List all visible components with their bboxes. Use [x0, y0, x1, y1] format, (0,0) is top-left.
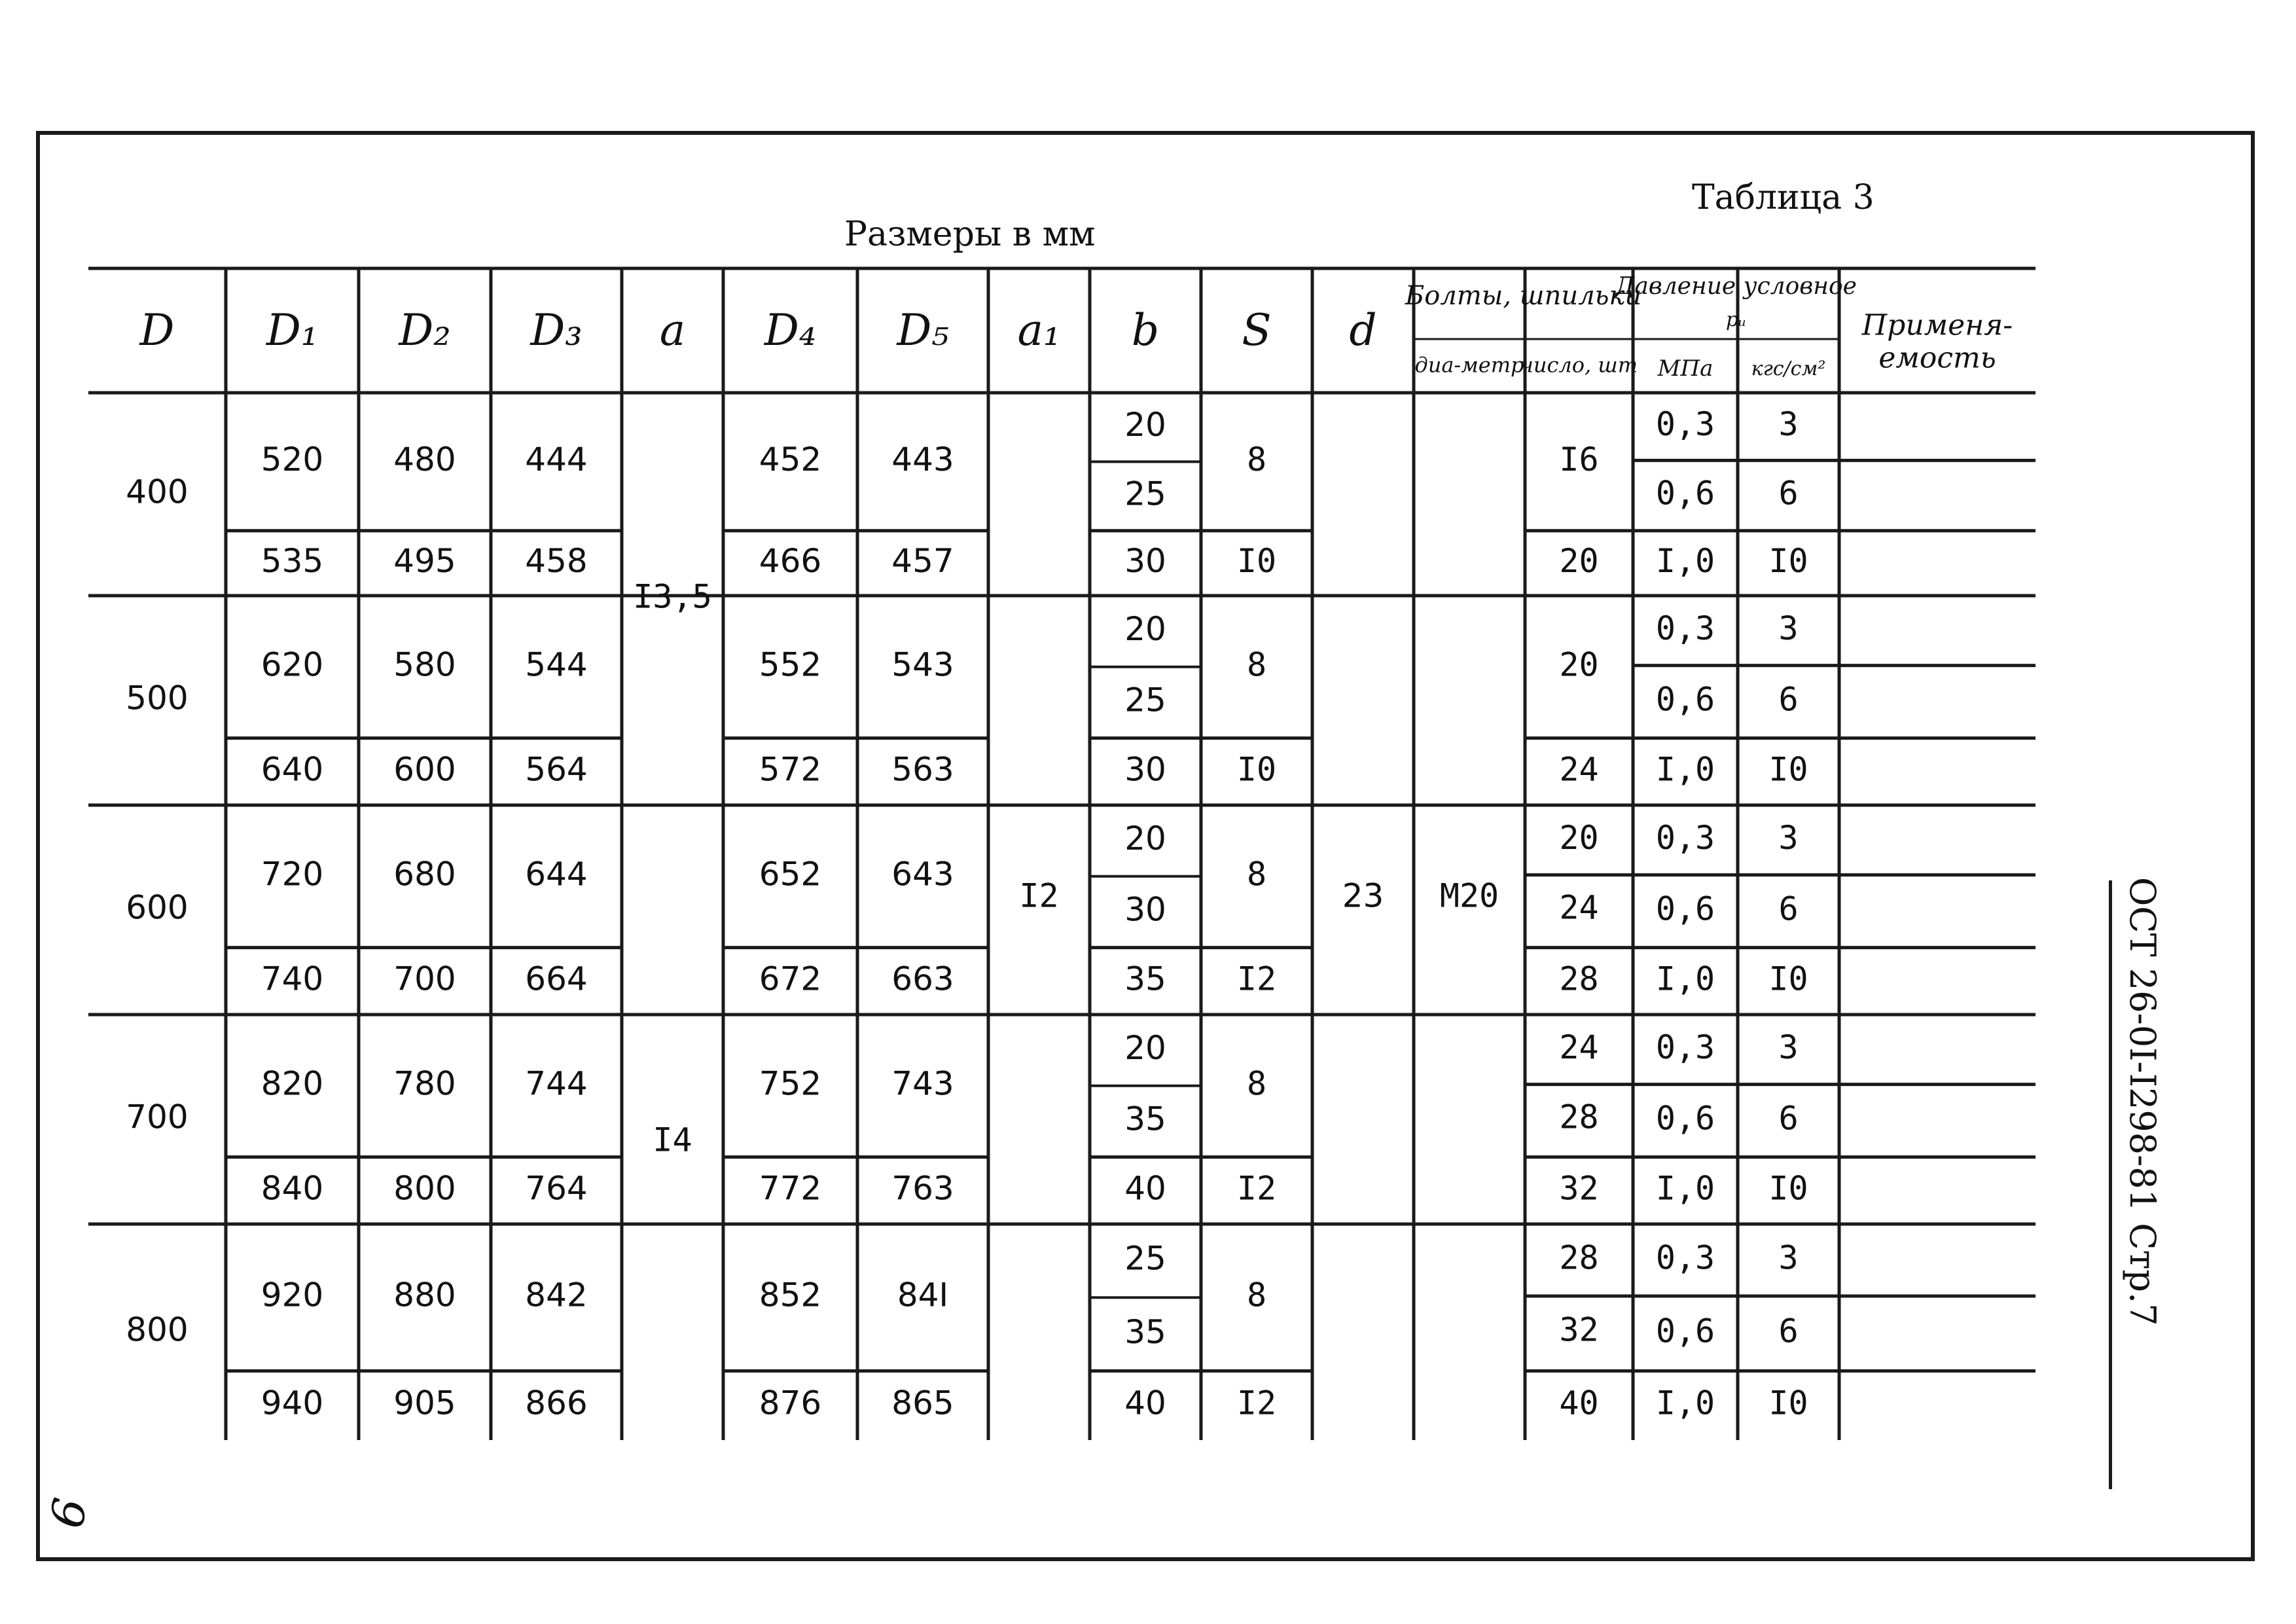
cell-d5: 763: [891, 1169, 954, 1208]
cell-pressure-mpa: 0,6: [1655, 680, 1715, 719]
cell-b: 20: [1124, 609, 1166, 648]
cell-b: 20: [1124, 1028, 1166, 1067]
cell-pressure-kgf: 6: [1778, 1312, 1799, 1350]
cell-s: I2: [1236, 960, 1277, 998]
cell-pressure-mpa: 0,6: [1655, 474, 1715, 513]
cell-d: 600: [126, 888, 188, 927]
header-d2: D₂: [399, 305, 451, 355]
cell-d1: 820: [260, 1064, 324, 1103]
cell-b: 35: [1124, 1312, 1166, 1351]
cell-b: 35: [1124, 960, 1166, 998]
header-bolts-count: число, шт: [1520, 352, 1638, 378]
cell-d: 700: [126, 1098, 188, 1136]
cell-pressure-kgf: I0: [1768, 960, 1808, 998]
cell-d4: 852: [759, 1276, 822, 1314]
header-s: S: [1242, 305, 1272, 355]
header-pressure-mpa: МПа: [1657, 355, 1713, 382]
cell-s: I2: [1236, 1384, 1277, 1422]
table-label: Таблица 3: [1692, 178, 1874, 217]
cell-d4: 772: [759, 1169, 822, 1208]
cell-d3: 564: [525, 750, 588, 789]
cell-d1: 520: [260, 440, 324, 478]
side-stamp-rule: [2109, 880, 2112, 1489]
cell-d3: 644: [525, 855, 588, 893]
header-pressure: Давление условное: [1615, 273, 1857, 300]
cell-d: 500: [126, 679, 188, 717]
cell-b: 25: [1124, 681, 1166, 719]
cell-d1: 640: [260, 750, 324, 789]
cell-d1: 535: [260, 541, 324, 580]
cell-pressure-kgf: I0: [1768, 1169, 1808, 1208]
cell-d4: 672: [759, 960, 822, 998]
cell-s: 8: [1246, 440, 1267, 478]
cell-pressure-kgf: 3: [1778, 818, 1799, 857]
cell-pressure-mpa: I,0: [1655, 750, 1715, 789]
header-a1: a₁: [1017, 305, 1061, 355]
cell-pressure-kgf: 3: [1778, 1028, 1799, 1066]
cell-d2: 880: [393, 1276, 456, 1314]
cell-b: 25: [1124, 1239, 1166, 1278]
cell-bolt-count: 28: [1559, 1098, 1599, 1136]
header-d: D: [139, 305, 175, 355]
header-d5: D₅: [897, 305, 949, 355]
cell-pressure-mpa: 0,6: [1655, 1312, 1715, 1350]
cell-d5: 663: [891, 960, 954, 998]
cell-pressure-kgf: 6: [1778, 1099, 1799, 1138]
cell-pressure-mpa: 0,6: [1655, 890, 1715, 928]
cell-b: 40: [1124, 1384, 1166, 1422]
header-d1: D₁: [266, 305, 319, 355]
header-pressure-symbol: pᵤ: [1725, 308, 1747, 331]
cell-pressure-mpa: 0,3: [1655, 1028, 1715, 1066]
cell-d4: 572: [759, 750, 822, 789]
header-applicability-2: емость: [1878, 341, 1996, 375]
cell-s: I0: [1236, 750, 1277, 789]
cell-s: I0: [1236, 541, 1277, 580]
cell-bolt-count: 28: [1559, 960, 1599, 998]
cell-d: 800: [126, 1310, 188, 1349]
cell-pressure-kgf: 6: [1778, 680, 1799, 719]
cell-d3: 744: [525, 1064, 588, 1103]
cell-d1: 920: [260, 1276, 324, 1314]
header-bolts-diameter: диа-метр: [1414, 352, 1524, 378]
cell-pressure-kgf: 3: [1778, 1238, 1799, 1277]
cell-d5: 563: [891, 750, 954, 789]
cell-s: I2: [1236, 1169, 1277, 1208]
cell-pressure-kgf: 3: [1778, 609, 1799, 647]
cell-b: 40: [1124, 1169, 1166, 1208]
cell-bolt-count: 20: [1559, 818, 1599, 857]
header-d3: D₃: [530, 305, 583, 355]
cell-pressure-kgf: 3: [1778, 405, 1799, 444]
cell-pressure-mpa: I,0: [1655, 1384, 1715, 1422]
cell-bolt-count: I6: [1559, 440, 1599, 478]
cell-pressure-mpa: 0,6: [1655, 1099, 1715, 1138]
header-pressure-kgf: кгс/см²: [1751, 357, 1826, 380]
cell-d2: 680: [393, 855, 456, 893]
cell-d3: 664: [525, 960, 588, 998]
cell-d1: 720: [260, 855, 324, 893]
cell-d3: 842: [525, 1276, 588, 1314]
cell-d5: 865: [891, 1384, 954, 1422]
cell-d2: 480: [393, 440, 456, 478]
cell-pressure-kgf: 6: [1778, 474, 1799, 513]
cell-b: 30: [1124, 541, 1166, 580]
side-stamp-text: ОСТ 26-0I-I298-81 Стр.7: [2122, 877, 2163, 1326]
cell-d5: 643: [891, 855, 954, 893]
cell-pressure-mpa: 0,3: [1655, 818, 1715, 857]
side-stamp: [2111, 877, 2176, 1492]
cell-d: 400: [126, 473, 188, 511]
page-mark: 9: [38, 1493, 96, 1532]
cell-pressure-kgf: I0: [1768, 541, 1808, 580]
cell-d2: 700: [393, 960, 456, 998]
cell-bolt-count: 20: [1559, 541, 1599, 580]
cell-d3: 544: [525, 645, 588, 684]
cell-a-merged: I3,5: [633, 577, 712, 616]
cell-b: 30: [1124, 890, 1166, 929]
cell-d2: 800: [393, 1169, 456, 1208]
cell-bolt-count: 24: [1559, 888, 1599, 927]
header-d4: D₄: [764, 305, 817, 355]
cell-bolt-count: 32: [1559, 1310, 1599, 1349]
cell-d1: 840: [260, 1169, 324, 1208]
cell-a1-merged: I2: [1019, 876, 1059, 915]
cell-d5: 443: [891, 440, 954, 478]
header-d: d: [1349, 305, 1377, 355]
cell-d-hole-merged: 23: [1342, 876, 1384, 915]
cell-d5: 457: [891, 541, 954, 580]
units-caption: Размеры в мм: [844, 215, 1096, 254]
cell-d3: 866: [525, 1384, 588, 1422]
cell-d3: 458: [525, 541, 588, 580]
cell-d4: 466: [759, 541, 822, 580]
cell-pressure-kgf: 6: [1778, 890, 1799, 928]
cell-d2: 780: [393, 1064, 456, 1103]
cell-d1: 740: [260, 960, 324, 998]
header-bolts: Болты, шпильки: [1405, 281, 1642, 311]
header-a: a: [659, 305, 686, 355]
cell-s: 8: [1246, 1064, 1267, 1103]
cell-pressure-mpa: I,0: [1655, 541, 1715, 580]
cell-bolt-count: 28: [1559, 1238, 1599, 1277]
cell-d2: 580: [393, 645, 456, 684]
cell-s: 8: [1246, 1276, 1267, 1314]
cell-b: 30: [1124, 750, 1166, 789]
cell-bolt-count: 40: [1559, 1384, 1599, 1422]
cell-d2: 905: [393, 1384, 456, 1422]
cell-bolt-count: 24: [1559, 1028, 1599, 1066]
cell-d1: 940: [260, 1384, 324, 1422]
header-applicability: Применя-: [1861, 308, 2013, 342]
cell-d4: 552: [759, 645, 822, 684]
cell-pressure-mpa: I,0: [1655, 960, 1715, 998]
cell-s: 8: [1246, 855, 1267, 893]
cell-b: 35: [1124, 1100, 1166, 1138]
cell-d4: 752: [759, 1064, 822, 1103]
cell-d5: 84I: [897, 1276, 949, 1314]
cell-d5: 743: [891, 1064, 954, 1103]
cell-pressure-kgf: I0: [1768, 750, 1808, 789]
cell-pressure-mpa: 0,3: [1655, 609, 1715, 647]
cell-pressure-mpa: I,0: [1655, 1169, 1715, 1208]
cell-pressure-mpa: 0,3: [1655, 1238, 1715, 1277]
cell-pressure-mpa: 0,3: [1655, 405, 1715, 444]
cell-b: 25: [1124, 475, 1166, 513]
cell-d3: 764: [525, 1169, 588, 1208]
cell-d2: 495: [393, 541, 456, 580]
cell-bolt-count: 20: [1559, 645, 1599, 684]
cell-d2: 600: [393, 750, 456, 789]
header-b: b: [1131, 305, 1160, 355]
cell-b: 20: [1124, 819, 1166, 857]
cell-s: 8: [1246, 645, 1267, 684]
cell-b: 20: [1124, 406, 1166, 444]
cell-d3: 444: [525, 440, 588, 478]
cell-d4: 652: [759, 855, 822, 893]
cell-bolt-diameter-merged: M20: [1439, 876, 1499, 915]
cell-bolt-count: 24: [1559, 750, 1599, 789]
cell-d4: 876: [759, 1384, 822, 1422]
cell-a-merged: I4: [653, 1121, 692, 1159]
cell-d4: 452: [759, 440, 822, 478]
cell-pressure-kgf: I0: [1768, 1384, 1808, 1422]
cell-bolt-count: 32: [1559, 1169, 1599, 1208]
cell-d5: 543: [891, 645, 954, 684]
cell-d1: 620: [260, 645, 324, 684]
